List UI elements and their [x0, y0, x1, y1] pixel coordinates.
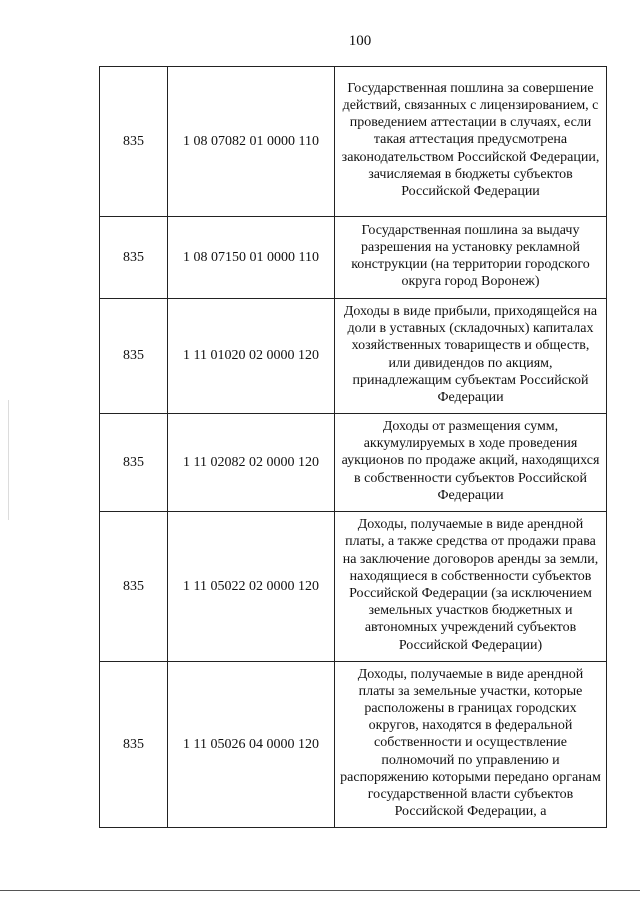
kbk-code-cell: 1 08 07082 01 0000 110 — [168, 67, 335, 217]
kbk-code-cell: 1 11 05022 02 0000 120 — [168, 512, 335, 662]
description-cell: Доходы, получаемые в виде арендной платы, а также средства от продажи права на заключение договоров аренды за земли, находящиеся в собственности субъектов Российской Федерации (за исключением земельных участков бюджетных и автономных учреждений субъектов Российской Федерации) — [335, 512, 607, 662]
description-cell: Государственная пошлина за выдачу разрешения на установку рекламной конструкции (на территории городского округа город Воронеж) — [335, 217, 607, 299]
admin-code-cell: 835 — [100, 217, 168, 299]
description-cell: Доходы, получаемые в виде арендной платы за земельные участки, которые расположены в границах городских округов, находятся в федеральной собственности и осуществление полномочий по управлению и распоряжению которыми передано органам государственной власти субъектов Российской Федерации, а — [335, 662, 607, 828]
revenue-codes-table — [99, 66, 607, 828]
table-row — [100, 662, 607, 828]
page-number: 100 — [348, 33, 372, 49]
page-bottom-rule — [0, 890, 640, 891]
description-cell: Доходы от размещения сумм, аккумулируемых в ходе проведения аукционов по продаже акций, находящихся в собственности субъектов Российской Федерации — [335, 414, 607, 512]
table-row — [100, 67, 607, 217]
admin-code-cell: 835 — [100, 662, 168, 828]
scan-margin-mark — [8, 400, 9, 520]
admin-code-cell: 835 — [100, 67, 168, 217]
kbk-code-cell: 1 08 07150 01 0000 110 — [168, 217, 335, 299]
description-cell: Государственная пошлина за совершение действий, связанных с лицензированием, с проведением аттестации в случаях, если такая аттестация предусмотрена законодательством Российской Федерации, зачисляемая в бюджеты субъектов Российской Федерации — [335, 67, 607, 217]
table-row — [100, 512, 607, 662]
table-row — [100, 414, 607, 512]
admin-code-cell: 835 — [100, 414, 168, 512]
table-row — [100, 299, 607, 414]
admin-code-cell: 835 — [100, 512, 168, 662]
kbk-code-cell: 1 11 01020 02 0000 120 — [168, 299, 335, 414]
table-row — [100, 217, 607, 299]
admin-code-cell: 835 — [100, 299, 168, 414]
kbk-code-cell: 1 11 05026 04 0000 120 — [168, 662, 335, 828]
kbk-code-cell: 1 11 02082 02 0000 120 — [168, 414, 335, 512]
description-cell: Доходы в виде прибыли, приходящейся на доли в уставных (складочных) капиталах хозяйственных товариществ и обществ, или дивидендов по акциям, принадлежащим субъектам Российской Федерации — [335, 299, 607, 414]
